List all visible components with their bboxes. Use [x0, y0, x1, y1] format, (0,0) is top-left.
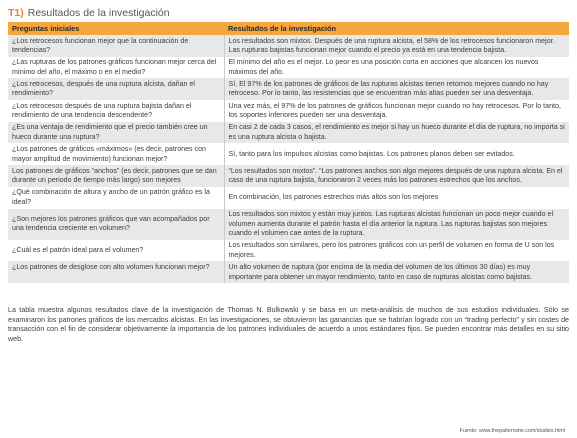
column-header-questions: Preguntas iniciales: [8, 22, 224, 35]
result-cell: El mínimo del año es el mejor. Lo peor es una posición corta en acciones que alcancen los nuevos máximos del año.: [224, 57, 569, 79]
question-cell: ¿Qué combinación de altura y ancho de un patrón gráfico es la ideal?: [8, 187, 224, 209]
question-cell: ¿Los retrocesos, después de una ruptura alcista, dañan el rendimiento?: [8, 78, 224, 100]
table-row: [8, 187, 569, 209]
result-cell: Sí, tanto para los impulsos alcistas como bajistas. Los patrones planos deben ser evitados.: [224, 143, 569, 165]
table-row: [8, 100, 569, 122]
result-cell: En casi 2 de cada 3 casos, el rendimiento es mejor si hay un hueco durante el día de ruptura, no importa si es una ruptura alcista o bajista.: [224, 122, 569, 144]
research-results-table: [8, 22, 569, 283]
question-cell: ¿Son mejores los patrones gráficos que van acompañados por una tendencia creciente en volumen?: [8, 209, 224, 240]
table-title: [8, 6, 569, 22]
table-footnote: La tabla muestra algunos resultados clave de la investigación de Thomas N. Bulkowski y se basa en un meta-análisis de muchos de sus estudios individuales. Sólo se examinaron los patrones gráficos de los mercados alcistas. En las investigaciones, se obtuvieron las ganancias que se habrían logrado con un “trading perfecto” y sin costes de transacción con el fin de considerar objetivamente la importancia de los patrones individuales de acuerdo a unos estándares fijos. Se pueden encontrar más detalles en su sitio web.: [8, 306, 569, 343]
question-cell: ¿Los patrones de gráficos «máximos» (es decir, patrones con mayor amplitud de movimiento) funcionan mejor?: [8, 143, 224, 165]
table-number: T1): [8, 7, 24, 19]
question-cell: Los patrones de gráficos “anchos” (es decir, patrones que se dan durante un periodo de tiempo más largo) son mejores: [8, 165, 224, 187]
table-title-text: Resultados de la investigación: [27, 7, 170, 19]
table-row: [8, 240, 569, 262]
result-cell: Los resultados son similares, pero los patrones gráficos con un perfil de volumen en forma de U son los mejores.: [224, 240, 569, 262]
result-cell: Un alto volumen de ruptura (por encima de la media del volumen de los últimos 30 días) es muy importante para obtener un mayor rendimiento, tanto en caso de rupturas alcistas como bajistas.: [224, 261, 569, 283]
source-credit: Fuente: www.thepatternsite.com/studies.html: [459, 428, 565, 434]
question-cell: ¿Los retrocesos después de una ruptura bajista dañan el rendimiento de una tendencia descendente?: [8, 100, 224, 122]
table-row: [8, 122, 569, 144]
table-row: [8, 78, 569, 100]
question-cell: ¿Es una ventaja de rendimiento que el precio también cree un hueco durante una ruptura?: [8, 122, 224, 144]
table-header-row: [8, 22, 569, 35]
result-cell: Los resultados son mixtos y están muy juntos. Las rupturas alcistas funcionan un poco mejor cuando el volumen aumenta durante el patrón hasta el día anterior la ruptura. Las rupturas bajistas son mejores cuando el volumen cae antes de la ruptura.: [224, 209, 569, 240]
table-row: [8, 143, 569, 165]
column-header-results: Resultados de la investigación: [224, 22, 569, 35]
result-cell: Sí. El 97% de los patrones de gráficos de las rupturas alcistas tienen retornos mejores cuando no hay retroceso. Por lo tanto, las resistencias que se encuentran más altas pueden ser una desventaja.: [224, 78, 569, 100]
table-row: [8, 57, 569, 79]
table-row: [8, 35, 569, 57]
table-row: [8, 165, 569, 187]
question-cell: ¿Los retrocesos funcionan mejor que la continuación de tendencias?: [8, 35, 224, 57]
result-cell: Una vez más, el 97% de los patrones de gráficos funcionan mejor cuando no hay retrocesos. Por lo tanto, los soportes inferiores pueden ser una desventaja.: [224, 100, 569, 122]
result-cell: Los resultados son mixtos. Después de una ruptura alcista, el 58% de los retrocesos funcionaron mejor. Las rupturas bajistas funcionan mejor cuando el precio ya está en una tendencia bajista.: [224, 35, 569, 57]
question-cell: ¿Los patrones de desglose con alto volumen funcionan mejor?: [8, 261, 224, 283]
result-cell: En combinación, los patrones estrechos más altos son los mejores: [224, 187, 569, 209]
table-row: [8, 261, 569, 283]
question-cell: ¿Las rupturas de los patrones gráficos funcionan mejor cerca del mínimo del año, el máximo o en el medio?: [8, 57, 224, 79]
result-cell: “Los resultados son mixtos”. “Los patrones anchos son algo mejores después de una ruptura alcista. En el caso de una ruptura bajista, funcionaron 2 veces más los patrones estrechos que los anchos.: [224, 165, 569, 187]
question-cell: ¿Cuál es el patrón ideal para el volumen?: [8, 240, 224, 262]
table-row: [8, 209, 569, 240]
